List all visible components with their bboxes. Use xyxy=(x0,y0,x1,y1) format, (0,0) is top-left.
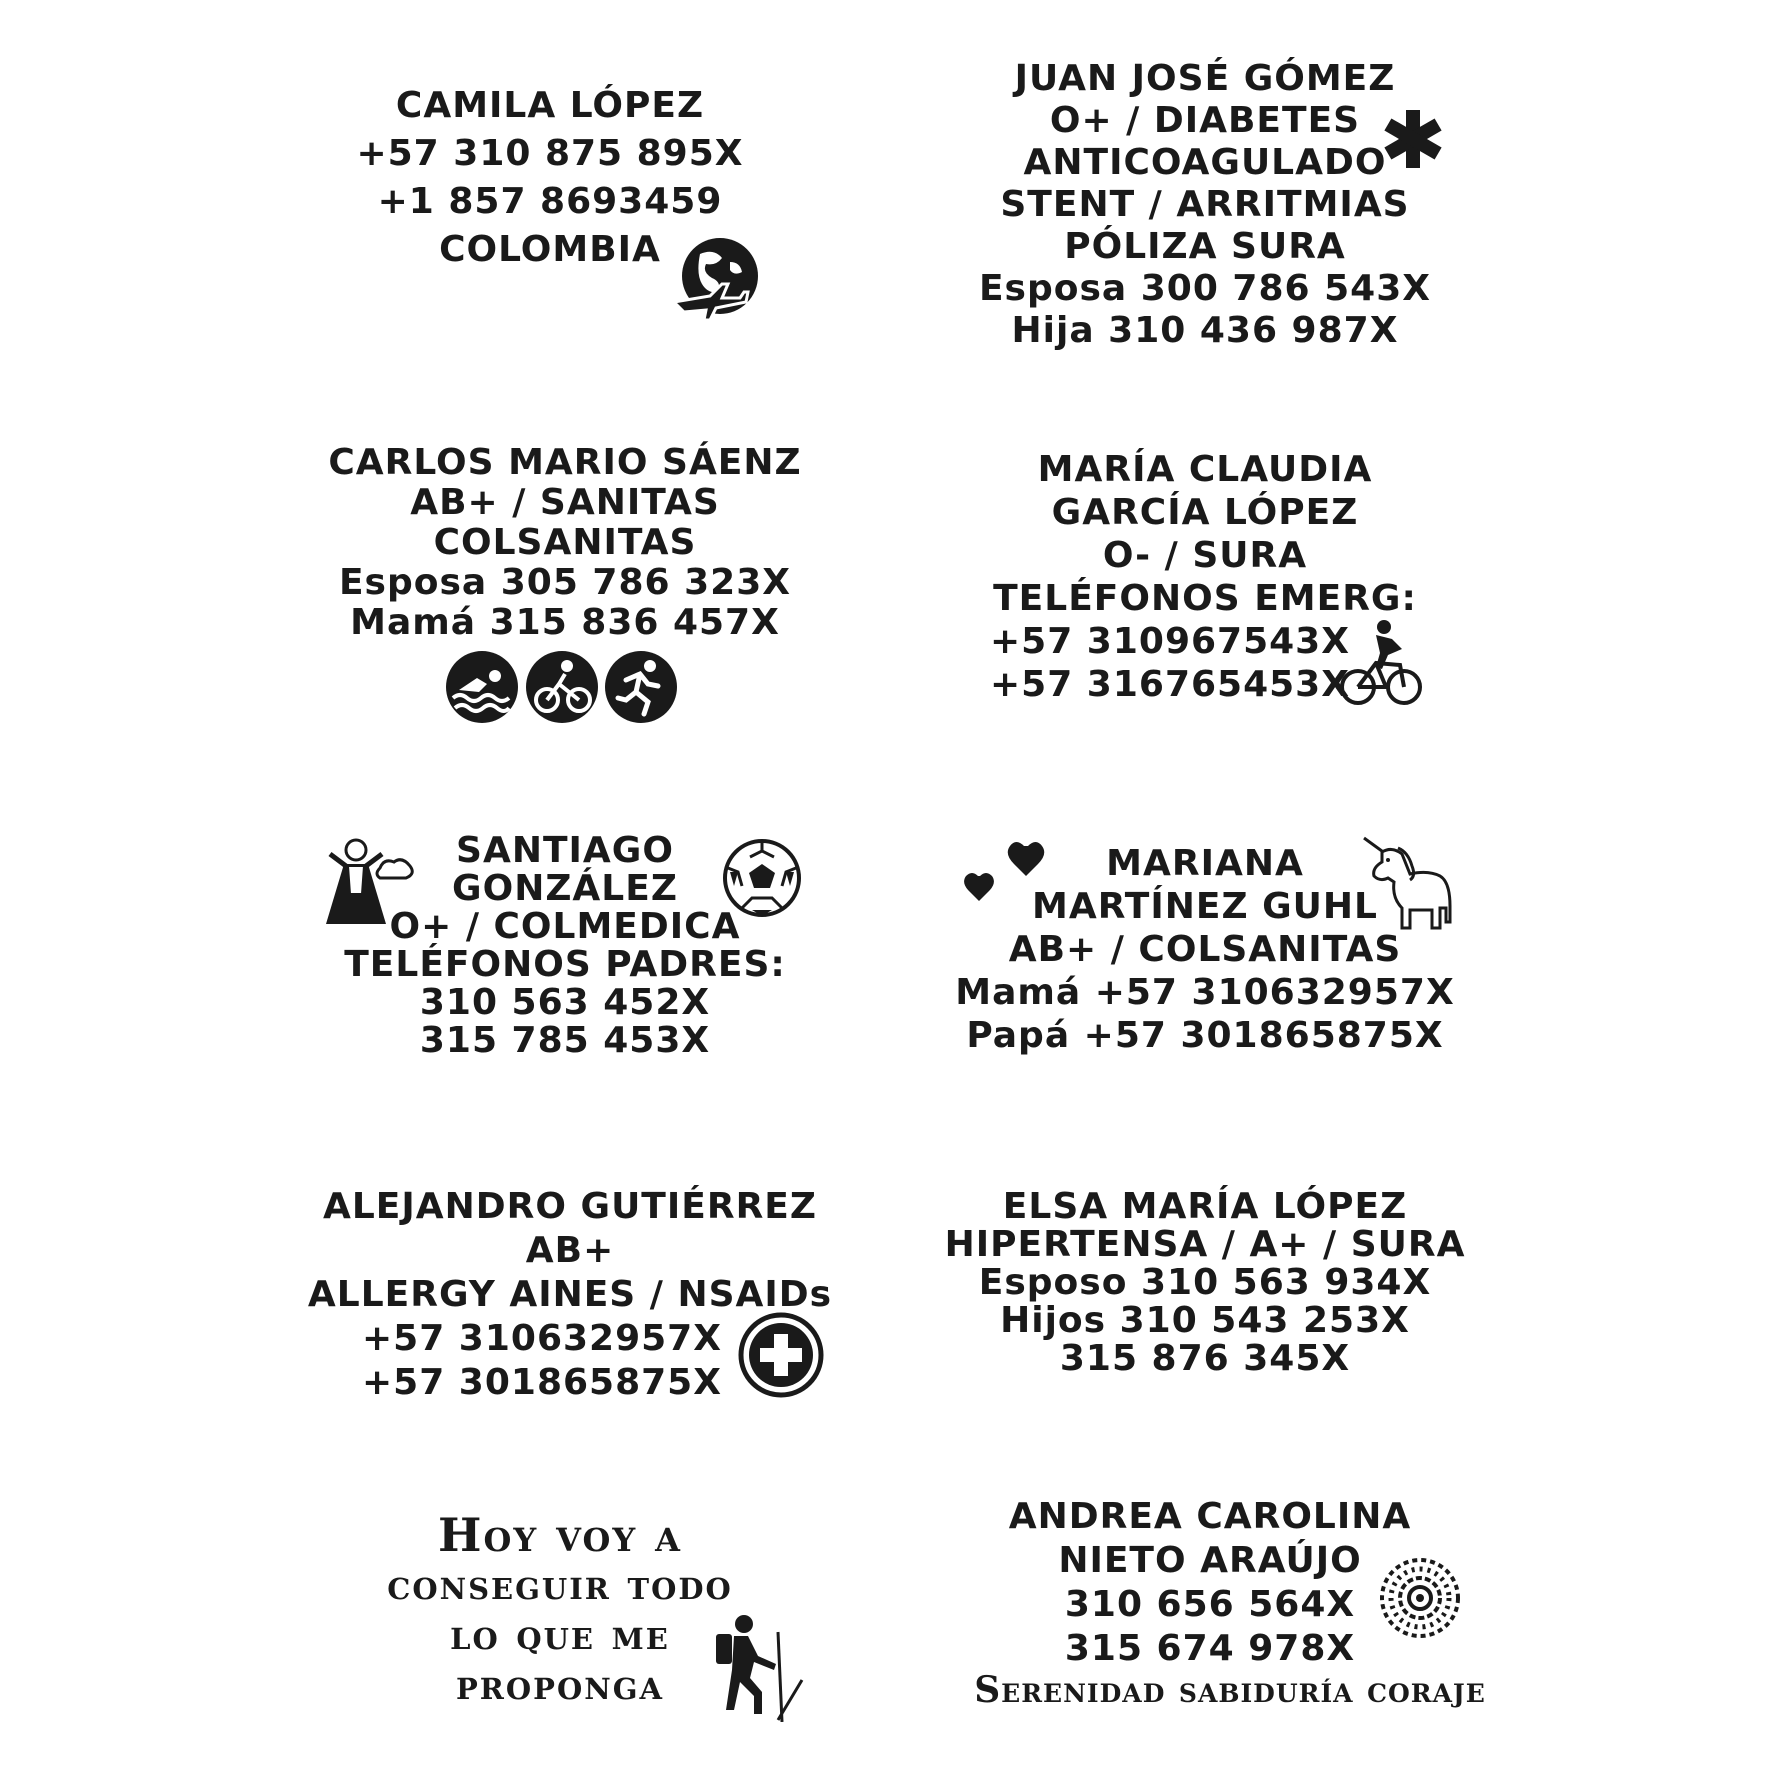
tag-line-quote: conseguir todo xyxy=(387,1560,733,1609)
superhero-icon xyxy=(322,836,416,930)
tag-line-medical: O- / SURA xyxy=(1102,535,1308,576)
tag-line-phone: +57 310 875 895X xyxy=(356,133,744,174)
tag-line-name: SANTIAGO xyxy=(456,830,674,871)
tag-line-name: CAMILA LÓPEZ xyxy=(395,85,705,126)
tag-line-country: COLOMBIA xyxy=(439,229,661,270)
tag-line-medical: O+ / COLMEDICA xyxy=(389,906,741,947)
soccer-ball-icon xyxy=(722,838,802,918)
cycling-icon xyxy=(525,650,599,724)
tag-line-motto: Serenidad sabiduría coraje xyxy=(974,1669,1486,1711)
tag-line-phone: 315 785 453X xyxy=(419,1020,711,1061)
tag-line-name: CARLOS MARIO SÁENZ xyxy=(328,442,802,483)
tag-line-contact: Esposa 305 786 323X xyxy=(338,562,792,603)
tag-line-contact: Esposo 310 563 934X xyxy=(978,1262,1432,1303)
medical-cross-icon xyxy=(738,1312,824,1398)
hiker-icon xyxy=(708,1612,808,1722)
tag-elsa-maria xyxy=(940,1188,1470,1378)
cyclist-icon xyxy=(1338,617,1424,707)
tag-line-name: NIETO ARAÚJO xyxy=(1058,1540,1362,1581)
tag-line-medical: HIPERTENSA / A+ / SURA xyxy=(944,1224,1466,1265)
tag-line-phone: +57 316765453X xyxy=(990,664,1350,705)
tag-line-insurance: PÓLIZA SURA xyxy=(1064,226,1346,267)
tag-line-phone: +57 310967543X xyxy=(990,621,1350,662)
tag-line-contact: Papá +57 301865875X xyxy=(966,1015,1444,1056)
tag-line-contact: Mamá +57 310632957X xyxy=(955,972,1455,1013)
tag-line-phone: +1 857 8693459 xyxy=(377,181,723,222)
tag-line-name: MARIANA xyxy=(1106,843,1304,884)
hearts-icon xyxy=(960,838,1056,910)
tag-line-label: TELÉFONOS EMERG: xyxy=(993,578,1417,619)
tag-line-quote: lo que me xyxy=(450,1610,670,1659)
tag-line-phone: +57 310632957X xyxy=(362,1318,722,1359)
tag-line-medical: ANTICOAGULADO xyxy=(1023,142,1387,183)
tag-line-name: MARÍA CLAUDIA xyxy=(1037,449,1373,490)
tag-line-name: GONZÁLEZ xyxy=(452,868,678,909)
tag-line-name: ANDREA CAROLINA xyxy=(1008,1496,1412,1537)
tag-line-medical: AB+ xyxy=(525,1230,615,1271)
unicorn-icon xyxy=(1358,834,1458,934)
tag-line-phone: 315 674 978X xyxy=(1064,1628,1356,1669)
mandala-icon xyxy=(1378,1556,1462,1640)
tag-juan-jose xyxy=(960,58,1450,352)
tag-line-contact: 315 876 345X xyxy=(1059,1338,1351,1379)
swim-icon xyxy=(445,650,519,724)
tag-line-name: MARTÍNEZ GUHL xyxy=(1032,886,1378,927)
tag-line-quote: Hoy voy a xyxy=(437,1508,683,1562)
medical-asterisk-icon xyxy=(1382,108,1444,170)
tag-line-contact: Hijos 310 543 253X xyxy=(1000,1300,1410,1341)
tag-line-name: ALEJANDRO GUTIÉRREZ xyxy=(323,1186,817,1227)
tag-line-name: ELSA MARÍA LÓPEZ xyxy=(1002,1186,1408,1227)
tag-line-contact: Hija 310 436 987X xyxy=(1011,310,1399,351)
tag-carlos-mario xyxy=(300,443,830,643)
tag-line-phone: 310 563 452X xyxy=(419,982,711,1023)
tag-line-insurance: COLSANITAS xyxy=(433,522,697,563)
tag-line-quote: proponga xyxy=(455,1660,664,1709)
tag-line-phone: 310 656 564X xyxy=(1064,1584,1356,1625)
tag-line-allergy: ALLERGY AINES / NSAIDs xyxy=(307,1274,833,1315)
running-icon xyxy=(604,650,678,724)
tag-line-medical: O+ / DIABETES xyxy=(1049,100,1361,141)
tag-line-contact: Esposa 300 786 543X xyxy=(978,268,1432,309)
tag-line-medical: STENT / ARRITMIAS xyxy=(1000,184,1410,225)
tag-line-phone: +57 301865875X xyxy=(362,1362,722,1403)
tag-line-name: JUAN JOSÉ GÓMEZ xyxy=(1014,58,1396,99)
tag-line-label: TELÉFONOS PADRES: xyxy=(344,944,786,985)
tag-line-medical: AB+ / COLSANITAS xyxy=(1008,929,1402,970)
tag-line-name: GARCÍA LÓPEZ xyxy=(1051,492,1359,533)
globe-airplane-icon xyxy=(670,232,762,324)
tag-line-contact: Mamá 315 836 457X xyxy=(350,602,780,643)
tag-line-medical: AB+ / SANITAS xyxy=(410,482,720,523)
